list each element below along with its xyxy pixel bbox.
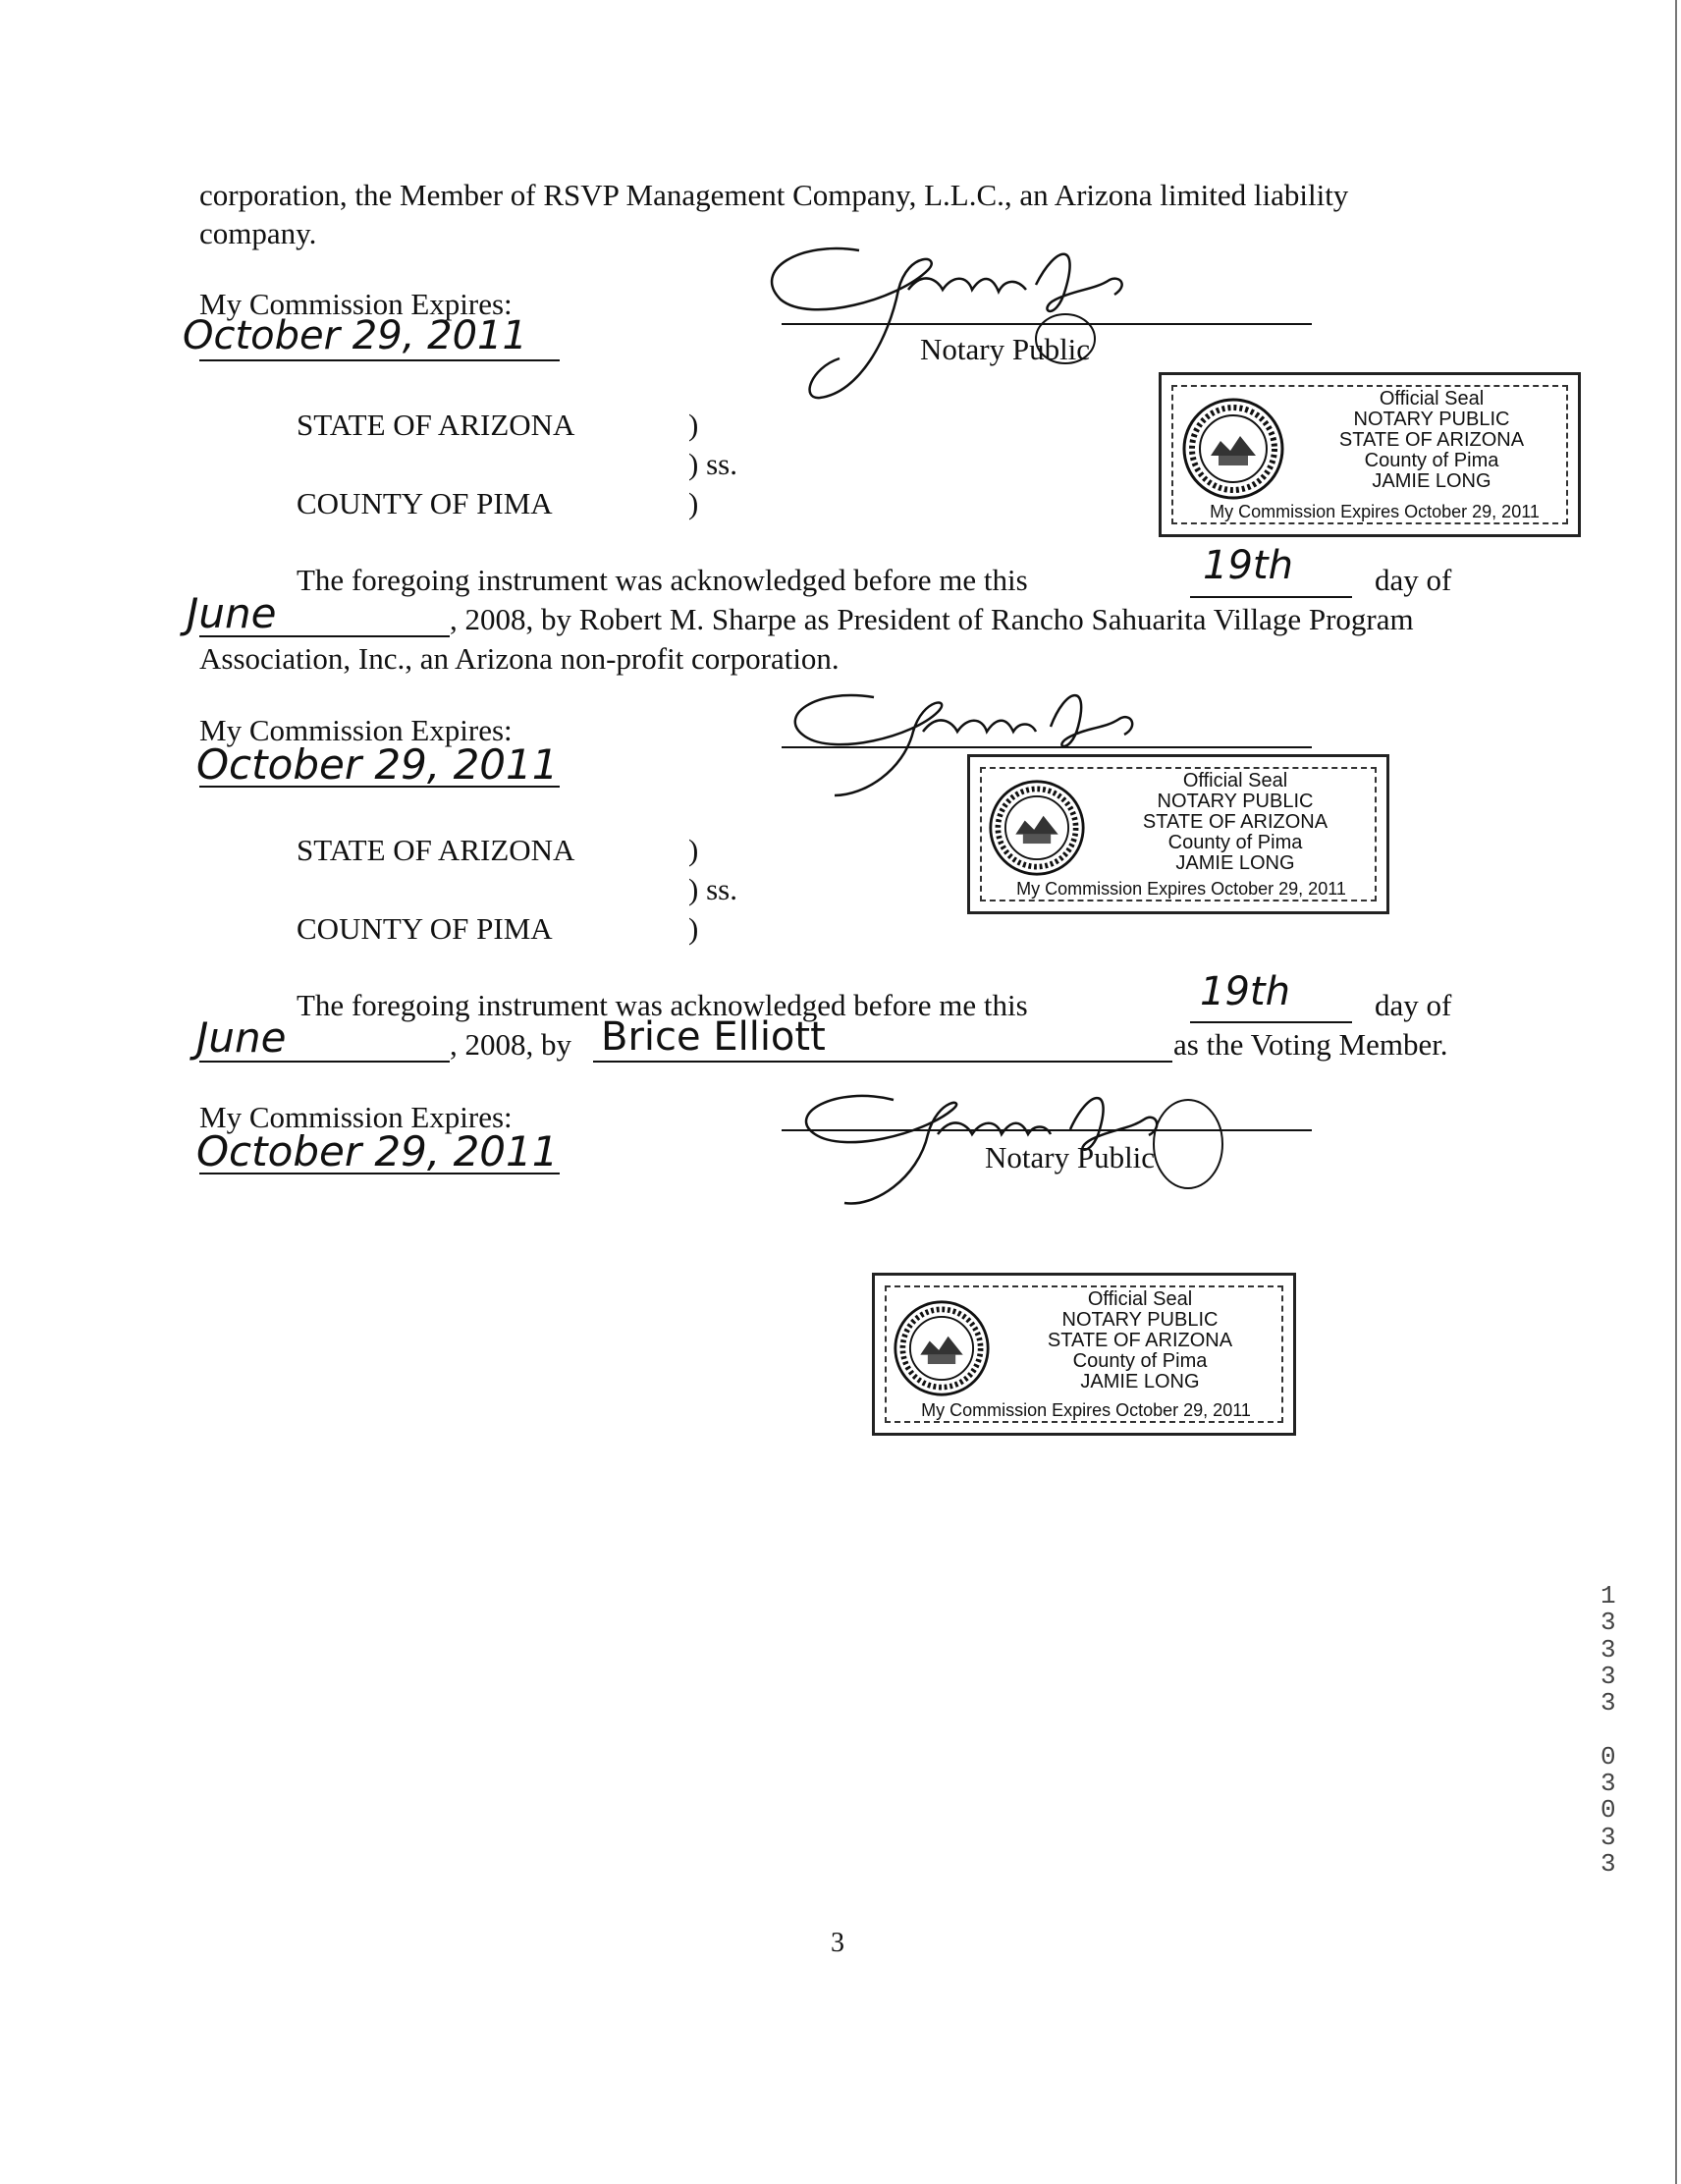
- commission-date-line-2: [199, 786, 560, 788]
- venue-state-1: STATE OF ARIZONA: [297, 408, 575, 442]
- ack1-line3: Association, Inc., an Arizona non-profit corporation.: [199, 641, 840, 676]
- commission-date-2: October 29, 2011: [196, 740, 559, 789]
- seal-line-name: JAMIE LONG: [1372, 470, 1491, 492]
- venue-county-2: COUNTY OF PIMA: [297, 911, 553, 946]
- ack2-line2-end: as the Voting Member.: [1173, 1027, 1448, 1062]
- ack1-day: 19th: [1203, 543, 1293, 588]
- notary-signature-3: [776, 1070, 1237, 1218]
- commission-expires-label-1: My Commission Expires:: [199, 287, 513, 321]
- ack2-line2-start: , 2008, by: [450, 1027, 571, 1062]
- commission-date-line-1: [199, 359, 560, 361]
- ack2-month-line: [199, 1061, 450, 1063]
- intro-line-1-text: corporation, the Member of RSVP Management Company, L.L.C., an Arizona limited liability: [199, 178, 1349, 212]
- seal-line-notary: NOTARY PUBLIC: [1157, 791, 1314, 812]
- venue-paren-2a: ): [688, 833, 699, 867]
- seal-line-county: County of Pima: [1072, 1350, 1208, 1372]
- ack1-day-line: [1190, 596, 1352, 598]
- venue-paren-2c: ): [688, 911, 699, 946]
- intro-line-2: company.: [199, 216, 317, 250]
- commission-date-line-3: [199, 1173, 560, 1174]
- seal-line-expiry: My Commission Expires October 29, 2011: [921, 1400, 1251, 1420]
- seal-line-official: Official Seal: [1379, 388, 1485, 410]
- state-seal-emblem-icon: [893, 1299, 991, 1397]
- notary-seal-3: [872, 1273, 1296, 1436]
- ack1-line2: , 2008, by Robert M. Sharpe as President of Rancho Sahuarita Village Program: [450, 602, 1414, 636]
- ack2-day-line: [1190, 1021, 1352, 1023]
- commission-expires-label-3: My Commission Expires:: [199, 1100, 513, 1134]
- notary-public-label-3: Notary Public: [985, 1140, 1156, 1174]
- ack2-member-name: Brice Elliott: [601, 1014, 826, 1060]
- ack1-month: June: [187, 589, 277, 637]
- venue-paren-1a: ): [688, 408, 699, 442]
- ack2-day: 19th: [1200, 969, 1290, 1014]
- seal-line-state: STATE OF ARIZONA: [1142, 811, 1329, 833]
- commission-expires-label-2: My Commission Expires:: [199, 713, 513, 747]
- seal-line-name: JAMIE LONG: [1080, 1371, 1200, 1392]
- venue-state-2: STATE OF ARIZONA: [297, 833, 575, 867]
- seal-line-notary: NOTARY PUBLIC: [1353, 409, 1510, 430]
- seal-line-notary: NOTARY PUBLIC: [1061, 1309, 1219, 1331]
- commission-date-1: October 29, 2011: [183, 313, 527, 358]
- notary-seal-1: [1159, 372, 1581, 537]
- intro-line-1: [199, 180, 1476, 210]
- notary-public-label-1: Notary Public: [920, 332, 1091, 366]
- seal-line-expiry: My Commission Expires October 29, 2011: [1016, 879, 1346, 899]
- ack2-line1-start: The foregoing instrument was acknowledged before me this: [297, 988, 1028, 1022]
- page-number: 3: [831, 1928, 844, 1958]
- page-edge-line: [1675, 0, 1677, 2184]
- ack2-day-of: day of: [1375, 988, 1452, 1022]
- seal-line-county: County of Pima: [1364, 450, 1499, 471]
- notary-seal-2: [967, 754, 1389, 914]
- venue-ss-1: ) ss.: [688, 447, 737, 481]
- seal-line-official: Official Seal: [1087, 1288, 1193, 1310]
- ack2-month: June: [196, 1013, 287, 1062]
- ack1-day-of: day of: [1375, 563, 1452, 597]
- venue-county-1: COUNTY OF PIMA: [297, 486, 553, 520]
- venue-ss-2: ) ss.: [688, 872, 737, 906]
- seal-line-expiry: My Commission Expires October 29, 2011: [1210, 502, 1540, 521]
- notary-signature-1: [741, 231, 1154, 408]
- commission-date-3: October 29, 2011: [196, 1127, 559, 1175]
- state-seal-emblem-icon: [1181, 397, 1285, 501]
- seal-line-name: JAMIE LONG: [1175, 852, 1295, 874]
- ack2-name-line: [593, 1061, 1172, 1063]
- seal-line-state: STATE OF ARIZONA: [1047, 1330, 1233, 1351]
- venue-paren-1c: ): [688, 486, 699, 520]
- ack1-month-line: [199, 635, 450, 637]
- seal-line-official: Official Seal: [1182, 770, 1288, 792]
- ack1-line1-start: The foregoing instrument was acknowledged before me this: [297, 563, 1028, 597]
- seal-line-county: County of Pima: [1167, 832, 1303, 853]
- seal-line-state: STATE OF ARIZONA: [1338, 429, 1525, 451]
- side-stamp-number: 1 3 3 3 3 0 3 0 3 3: [1600, 1581, 1618, 1879]
- state-seal-emblem-icon: [988, 779, 1086, 877]
